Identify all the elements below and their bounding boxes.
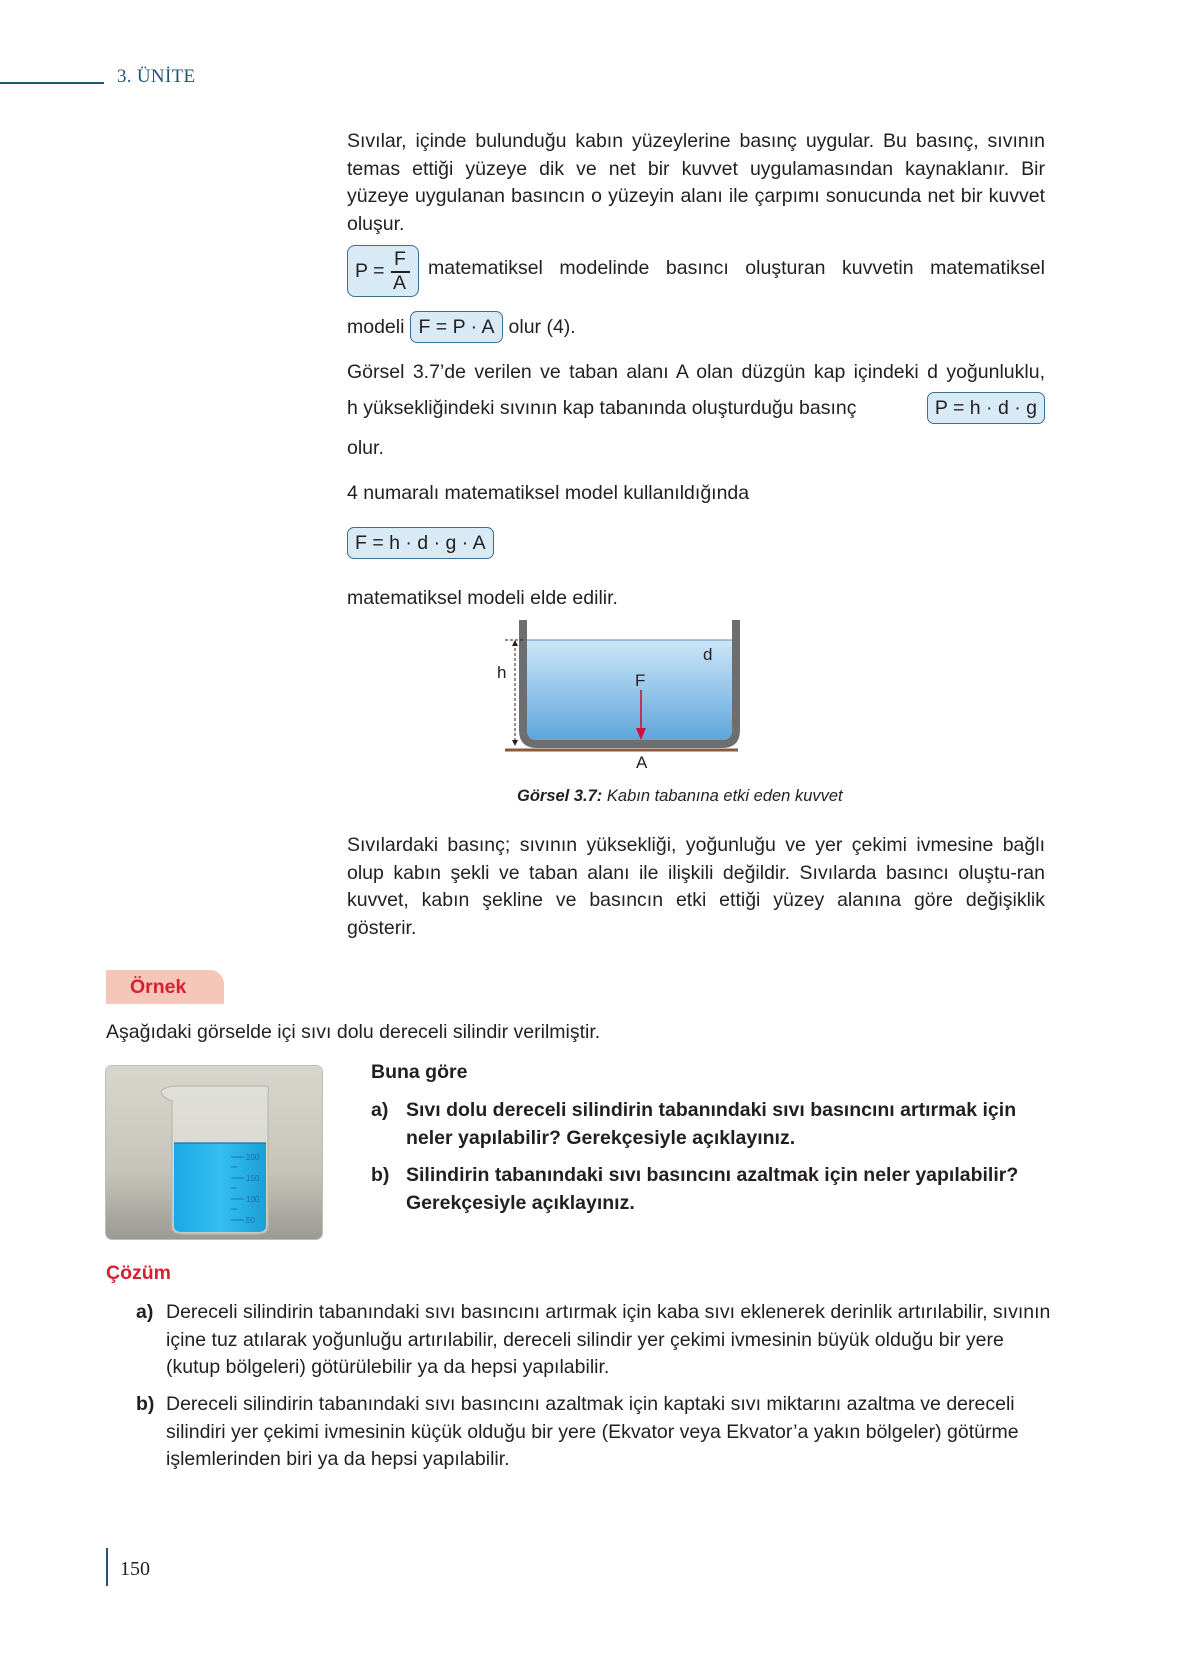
label-d: d — [703, 645, 713, 664]
gorsel-line-2 — [347, 392, 1045, 424]
formula-liquid-pressure: P = h · d · g — [927, 392, 1045, 424]
height-arrow-bottom — [512, 740, 518, 746]
example-label: Örnek — [130, 976, 187, 998]
label-A: A — [636, 753, 648, 772]
liquid — [527, 640, 732, 740]
solution-label: b) — [136, 1393, 155, 1415]
page-number-rule — [106, 1548, 108, 1586]
height-arrow-top — [512, 640, 518, 646]
question-text: Sıvı dolu dereceli silindirin tabanındaki sıvı basıncını artırmak için neler yapılabilir? Gerekçesiyle açıklayınız. — [406, 1099, 1017, 1149]
caption-text: Kabın tabanına etki eden kuvvet — [602, 787, 843, 805]
beaker-mark-200: 200 — [246, 1153, 260, 1162]
solution-text: Dereceli silindirin tabanındaki sıvı basıncını artırmak için kaba sıvı eklenerek derinlik artırılabilir, sıvının içine tuz atılarak yoğunluğu artırılabilir, dereceli silindir yer çekimi ivmesinin büyük olduğu bir yere (kutup bölgeleri) götürülebilir ya da hepsi yapılabilir. — [166, 1301, 1051, 1378]
beaker-mark-100: 100 — [246, 1195, 260, 1204]
formula-pressure-text: matematiksel modelinde basıncı oluşturan kuvvetin matematiksel — [428, 257, 1045, 279]
unit-title: 3. ÜNİTE — [117, 66, 196, 87]
question-label: b) — [371, 1164, 390, 1186]
solution-text: Dereceli silindirin tabanındaki sıvı basıncını azaltmak için kaptaki sıvı miktarını azaltma ve dereceli silindiri yer çekimi ivmesinin küçük olduğu bir yere (Ekvator veya Ekvator’a yakın bölgeler) götürme işlemlerinden biri ya da hepsi yapılabilir. — [166, 1393, 1019, 1470]
question-label: a) — [371, 1099, 389, 1121]
solution-label: a) — [136, 1301, 154, 1323]
formula-liquid-force: F = h · d · g · A — [347, 527, 494, 559]
olur-text: olur. — [347, 437, 384, 459]
question-title: Buna göre — [371, 1061, 468, 1083]
force-model-line — [347, 311, 576, 343]
caption-label: Görsel 3.7: — [517, 787, 603, 805]
gorsel-line-1: Görsel 3.7’de verilen ve taban alanı A olan düzgün kap içindeki d yoğunluklu, — [347, 361, 1045, 383]
container-diagram — [497, 618, 755, 772]
question-item — [371, 1097, 1041, 1152]
header-rule — [0, 82, 104, 84]
formula-numerator: F — [394, 248, 406, 270]
formula-pressure — [347, 245, 419, 297]
formula-denominator: A — [393, 272, 407, 294]
label-h: h — [497, 663, 507, 682]
example-intro: Aşağıdaki görselde içi sıvı dolu dereceli silindir verilmiştir. — [106, 1021, 601, 1043]
label-F: F — [635, 671, 646, 690]
formula-force: F = P · A — [410, 311, 502, 343]
figure-caption — [517, 787, 843, 806]
page-number: 150 — [120, 1558, 150, 1580]
solution-item — [136, 1391, 1056, 1474]
model-result-text: matematiksel modeli elde edilir. — [347, 587, 618, 609]
intro-paragraph: Sıvılar, içinde bulunduğu kabın yüzeylerine basınç uygular. Bu basınç, sıvının temas ettiği yüzeye dik ve net bir kuvvet uygulamasından kaynaklanır. Bir yüzeye uygulanan basıncın o yüzeyin alanı ile çarpımı sonucunda net bir kuvvet oluşur. — [347, 130, 1045, 235]
solution-item — [136, 1299, 1056, 1382]
gorsel-line-2-text: h yüksekliğindeki sıvının kap tabanında oluşturduğu basınç — [347, 396, 857, 419]
solution-title: Çözüm — [106, 1262, 171, 1284]
beaker-photo — [106, 1066, 322, 1239]
modeli-prefix: modeli — [347, 315, 405, 338]
question-text: Silindirin tabanındaki sıvı basıncını azaltmak için neler yapılabilir? Gerekçesiyle açıklayınız. — [406, 1164, 1019, 1214]
modeli-suffix: olur (4). — [508, 315, 576, 338]
question-item — [371, 1162, 1041, 1217]
model4-text: 4 numaralı matematiksel model kullanıldığında — [347, 482, 750, 504]
summary-paragraph: Sıvılardaki basınç; sıvının yüksekliği, yoğunluğu ve yer çekimi ivmesine bağlı olup kabın şekli ve taban alanı ile ilişkili değildir. Sıvılarda basıncı oluştu-ran kuvvet, kabın şekline ve basıncın etki ettiği yüzey alanına göre değişiklik gösterir. — [347, 834, 1045, 939]
beaker-mark-150: 150 — [246, 1174, 260, 1183]
beaker-mark-50: 50 — [246, 1216, 255, 1225]
formula-lhs: P = — [355, 260, 385, 282]
